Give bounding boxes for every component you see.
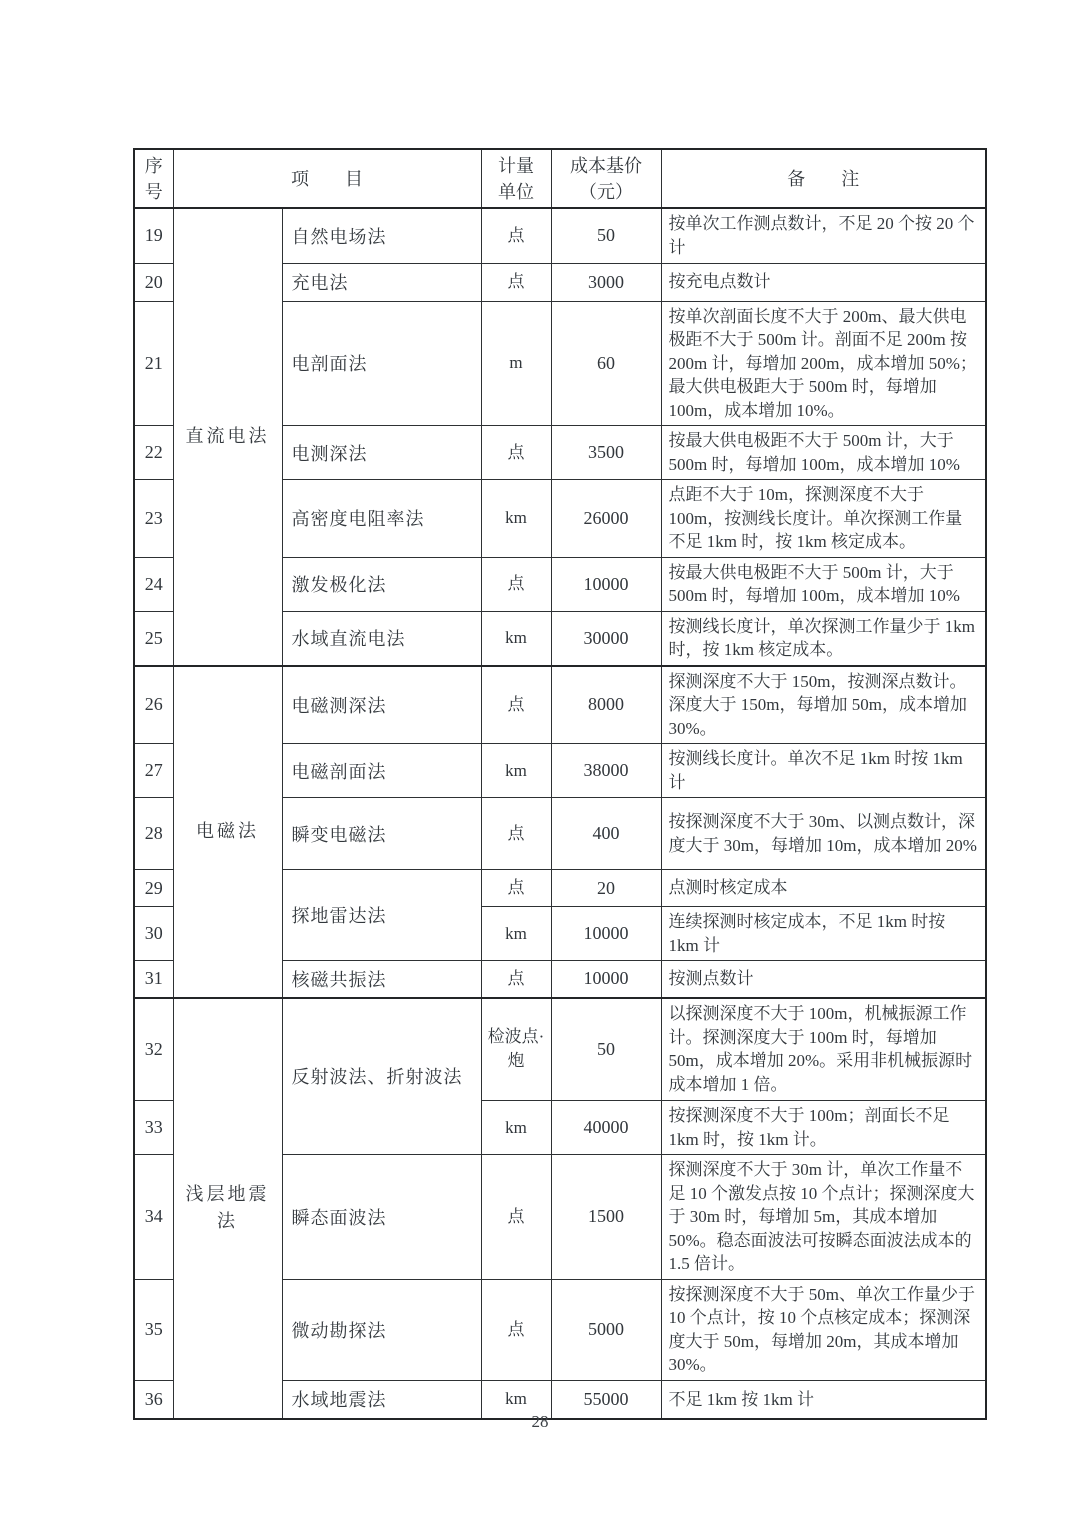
cell-no: 19 — [134, 208, 173, 263]
cell-cost: 60 — [551, 301, 661, 426]
cell-no: 24 — [134, 557, 173, 611]
table-row — [134, 998, 986, 1101]
cell-unit: 点 — [481, 961, 551, 998]
cell-unit: km — [481, 480, 551, 558]
cell-item: 电磁测深法 — [282, 666, 481, 744]
cost-table — [133, 148, 987, 1420]
col-header-cost: 成本基价 （元） — [551, 149, 661, 208]
cell-cost: 50 — [551, 208, 661, 263]
cell-no: 26 — [134, 666, 173, 744]
cell-item: 电磁剖面法 — [282, 744, 481, 798]
cell-cost: 10000 — [551, 961, 661, 998]
cell-cost: 3000 — [551, 263, 661, 301]
cell-no: 28 — [134, 798, 173, 870]
cell-item: 电剖面法 — [282, 301, 481, 426]
cell-remark: 点测时核定成本 — [661, 870, 986, 907]
cell-remark: 按测点数计 — [661, 961, 986, 998]
cell-category-dc: 直流电法 — [173, 208, 282, 666]
cell-remark: 点距不大于 10m，探测深度不大于 100m，按测线长度计。单次探测工作量不足 1km 时，按 1km 核定成本。 — [661, 480, 986, 558]
col-header-item: 项 目 — [173, 149, 481, 208]
cell-cost: 8000 — [551, 666, 661, 744]
cell-item: 微动勘探法 — [282, 1279, 481, 1380]
table-header-row — [134, 149, 986, 208]
cell-category-em: 电磁法 — [173, 666, 282, 998]
col-header-remark: 备 注 — [661, 149, 986, 208]
cell-remark: 按探测深度不大于 100m；剖面长不足 1km 时，按 1km 计。 — [661, 1101, 986, 1155]
cell-cost: 10000 — [551, 557, 661, 611]
cell-no: 25 — [134, 611, 173, 666]
cell-remark: 以探测深度不大于 100m，机械振源工作计。探测深度大于 100m 时，每增加 50m，成本增加 20%。采用非机械振源时成本增加 1 倍。 — [661, 998, 986, 1101]
cell-no: 31 — [134, 961, 173, 998]
cell-cost: 5000 — [551, 1279, 661, 1380]
cell-item: 充电法 — [282, 263, 481, 301]
cell-cost: 10000 — [551, 907, 661, 961]
cell-item: 瞬变电磁法 — [282, 798, 481, 870]
cell-unit: 点 — [481, 426, 551, 480]
cell-remark: 按最大供电极距不大于 500m 计，大于 500m 时，每增加 100m，成本增加 10% — [661, 426, 986, 480]
cell-cost: 55000 — [551, 1380, 661, 1419]
cell-cost: 3500 — [551, 426, 661, 480]
cell-unit: m — [481, 301, 551, 426]
cell-no: 36 — [134, 1380, 173, 1419]
cell-remark: 按探测深度不大于 50m、单次工作量少于 10 个点计，按 10 个点核定成本；探测深度大于 50m，每增加 20m，其成本增加 30%。 — [661, 1279, 986, 1380]
cell-no: 33 — [134, 1101, 173, 1155]
cell-cost: 26000 — [551, 480, 661, 558]
cell-cost: 50 — [551, 998, 661, 1101]
cell-category-seismic: 浅层地震法 — [173, 998, 282, 1420]
cell-no: 27 — [134, 744, 173, 798]
cell-item: 核磁共振法 — [282, 961, 481, 998]
cell-unit: km — [481, 744, 551, 798]
cell-remark: 探测深度不大于 150m，按测深点数计。深度大于 150m，每增加 50m，成本增加 30%。 — [661, 666, 986, 744]
cell-unit: km — [481, 611, 551, 666]
table-row — [134, 666, 986, 744]
cell-no: 32 — [134, 998, 173, 1101]
cell-unit: km — [481, 907, 551, 961]
cell-unit: 点 — [481, 666, 551, 744]
cell-no: 35 — [134, 1279, 173, 1380]
cell-no: 21 — [134, 301, 173, 426]
cell-unit: 点 — [481, 870, 551, 907]
col-header-no: 序 号 — [134, 149, 173, 208]
cell-no: 23 — [134, 480, 173, 558]
cell-cost: 40000 — [551, 1101, 661, 1155]
cell-cost: 400 — [551, 798, 661, 870]
page-number: 28 — [531, 1412, 549, 1431]
cell-cost: 1500 — [551, 1155, 661, 1280]
cell-no: 34 — [134, 1155, 173, 1280]
cell-item: 水域直流电法 — [282, 611, 481, 666]
cell-item: 高密度电阻率法 — [282, 480, 481, 558]
cell-item: 反射波法、折射波法 — [282, 998, 481, 1155]
cell-remark: 按单次工作测点数计，不足 20 个按 20 个计 — [661, 208, 986, 263]
cell-unit: 点 — [481, 798, 551, 870]
cell-remark: 按充电点数计 — [661, 263, 986, 301]
cell-item: 水域地震法 — [282, 1380, 481, 1419]
col-header-unit: 计量 单位 — [481, 149, 551, 208]
cell-unit: 点 — [481, 1279, 551, 1380]
cell-remark: 按最大供电极距不大于 500m 计，大于 500m 时，每增加 100m，成本增加 10% — [661, 557, 986, 611]
cell-item: 电测深法 — [282, 426, 481, 480]
cell-remark: 按测线长度计，单次探测工作量少于 1km 时，按 1km 核定成本。 — [661, 611, 986, 666]
cell-no: 29 — [134, 870, 173, 907]
cell-unit: 点 — [481, 557, 551, 611]
table-row — [134, 208, 986, 263]
cost-table-container — [133, 148, 987, 1420]
cell-remark: 不足 1km 按 1km 计 — [661, 1380, 986, 1419]
cell-unit: km — [481, 1380, 551, 1419]
cell-cost: 20 — [551, 870, 661, 907]
cell-remark: 探测深度不大于 30m 计，单次工作量不足 10 个激发点按 10 个点计；探测深度大于 30m 时，每增加 5m，其成本增加 50%。稳态面波法可按瞬态面波法成本的 1.5 倍计。 — [661, 1155, 986, 1280]
cell-item: 瞬态面波法 — [282, 1155, 481, 1280]
cell-unit: 点 — [481, 1155, 551, 1280]
cell-no: 22 — [134, 426, 173, 480]
cell-cost: 38000 — [551, 744, 661, 798]
cell-item: 探地雷达法 — [282, 870, 481, 961]
cell-no: 30 — [134, 907, 173, 961]
cell-remark: 连续探测时核定成本，不足 1km 时按 1km 计 — [661, 907, 986, 961]
cell-no: 20 — [134, 263, 173, 301]
cell-item: 激发极化法 — [282, 557, 481, 611]
cell-unit: 检波点·炮 — [481, 998, 551, 1101]
cell-unit: 点 — [481, 263, 551, 301]
cell-remark: 按探测深度不大于 30m、以测点数计，深度大于 30m，每增加 10m，成本增加 20% — [661, 798, 986, 870]
cell-remark: 按测线长度计。单次不足 1km 时按 1km 计 — [661, 744, 986, 798]
cell-remark: 按单次剖面长度不大于 200m、最大供电极距不大于 500m 计。剖面不足 200m 按 200m 计，每增加 200m，成本增加 50%；最大供电极距大于 500m 时，每增加 100m，成本增加 10%。 — [661, 301, 986, 426]
cell-cost: 30000 — [551, 611, 661, 666]
cell-unit: 点 — [481, 208, 551, 263]
cell-unit: km — [481, 1101, 551, 1155]
cell-item: 自然电场法 — [282, 208, 481, 263]
